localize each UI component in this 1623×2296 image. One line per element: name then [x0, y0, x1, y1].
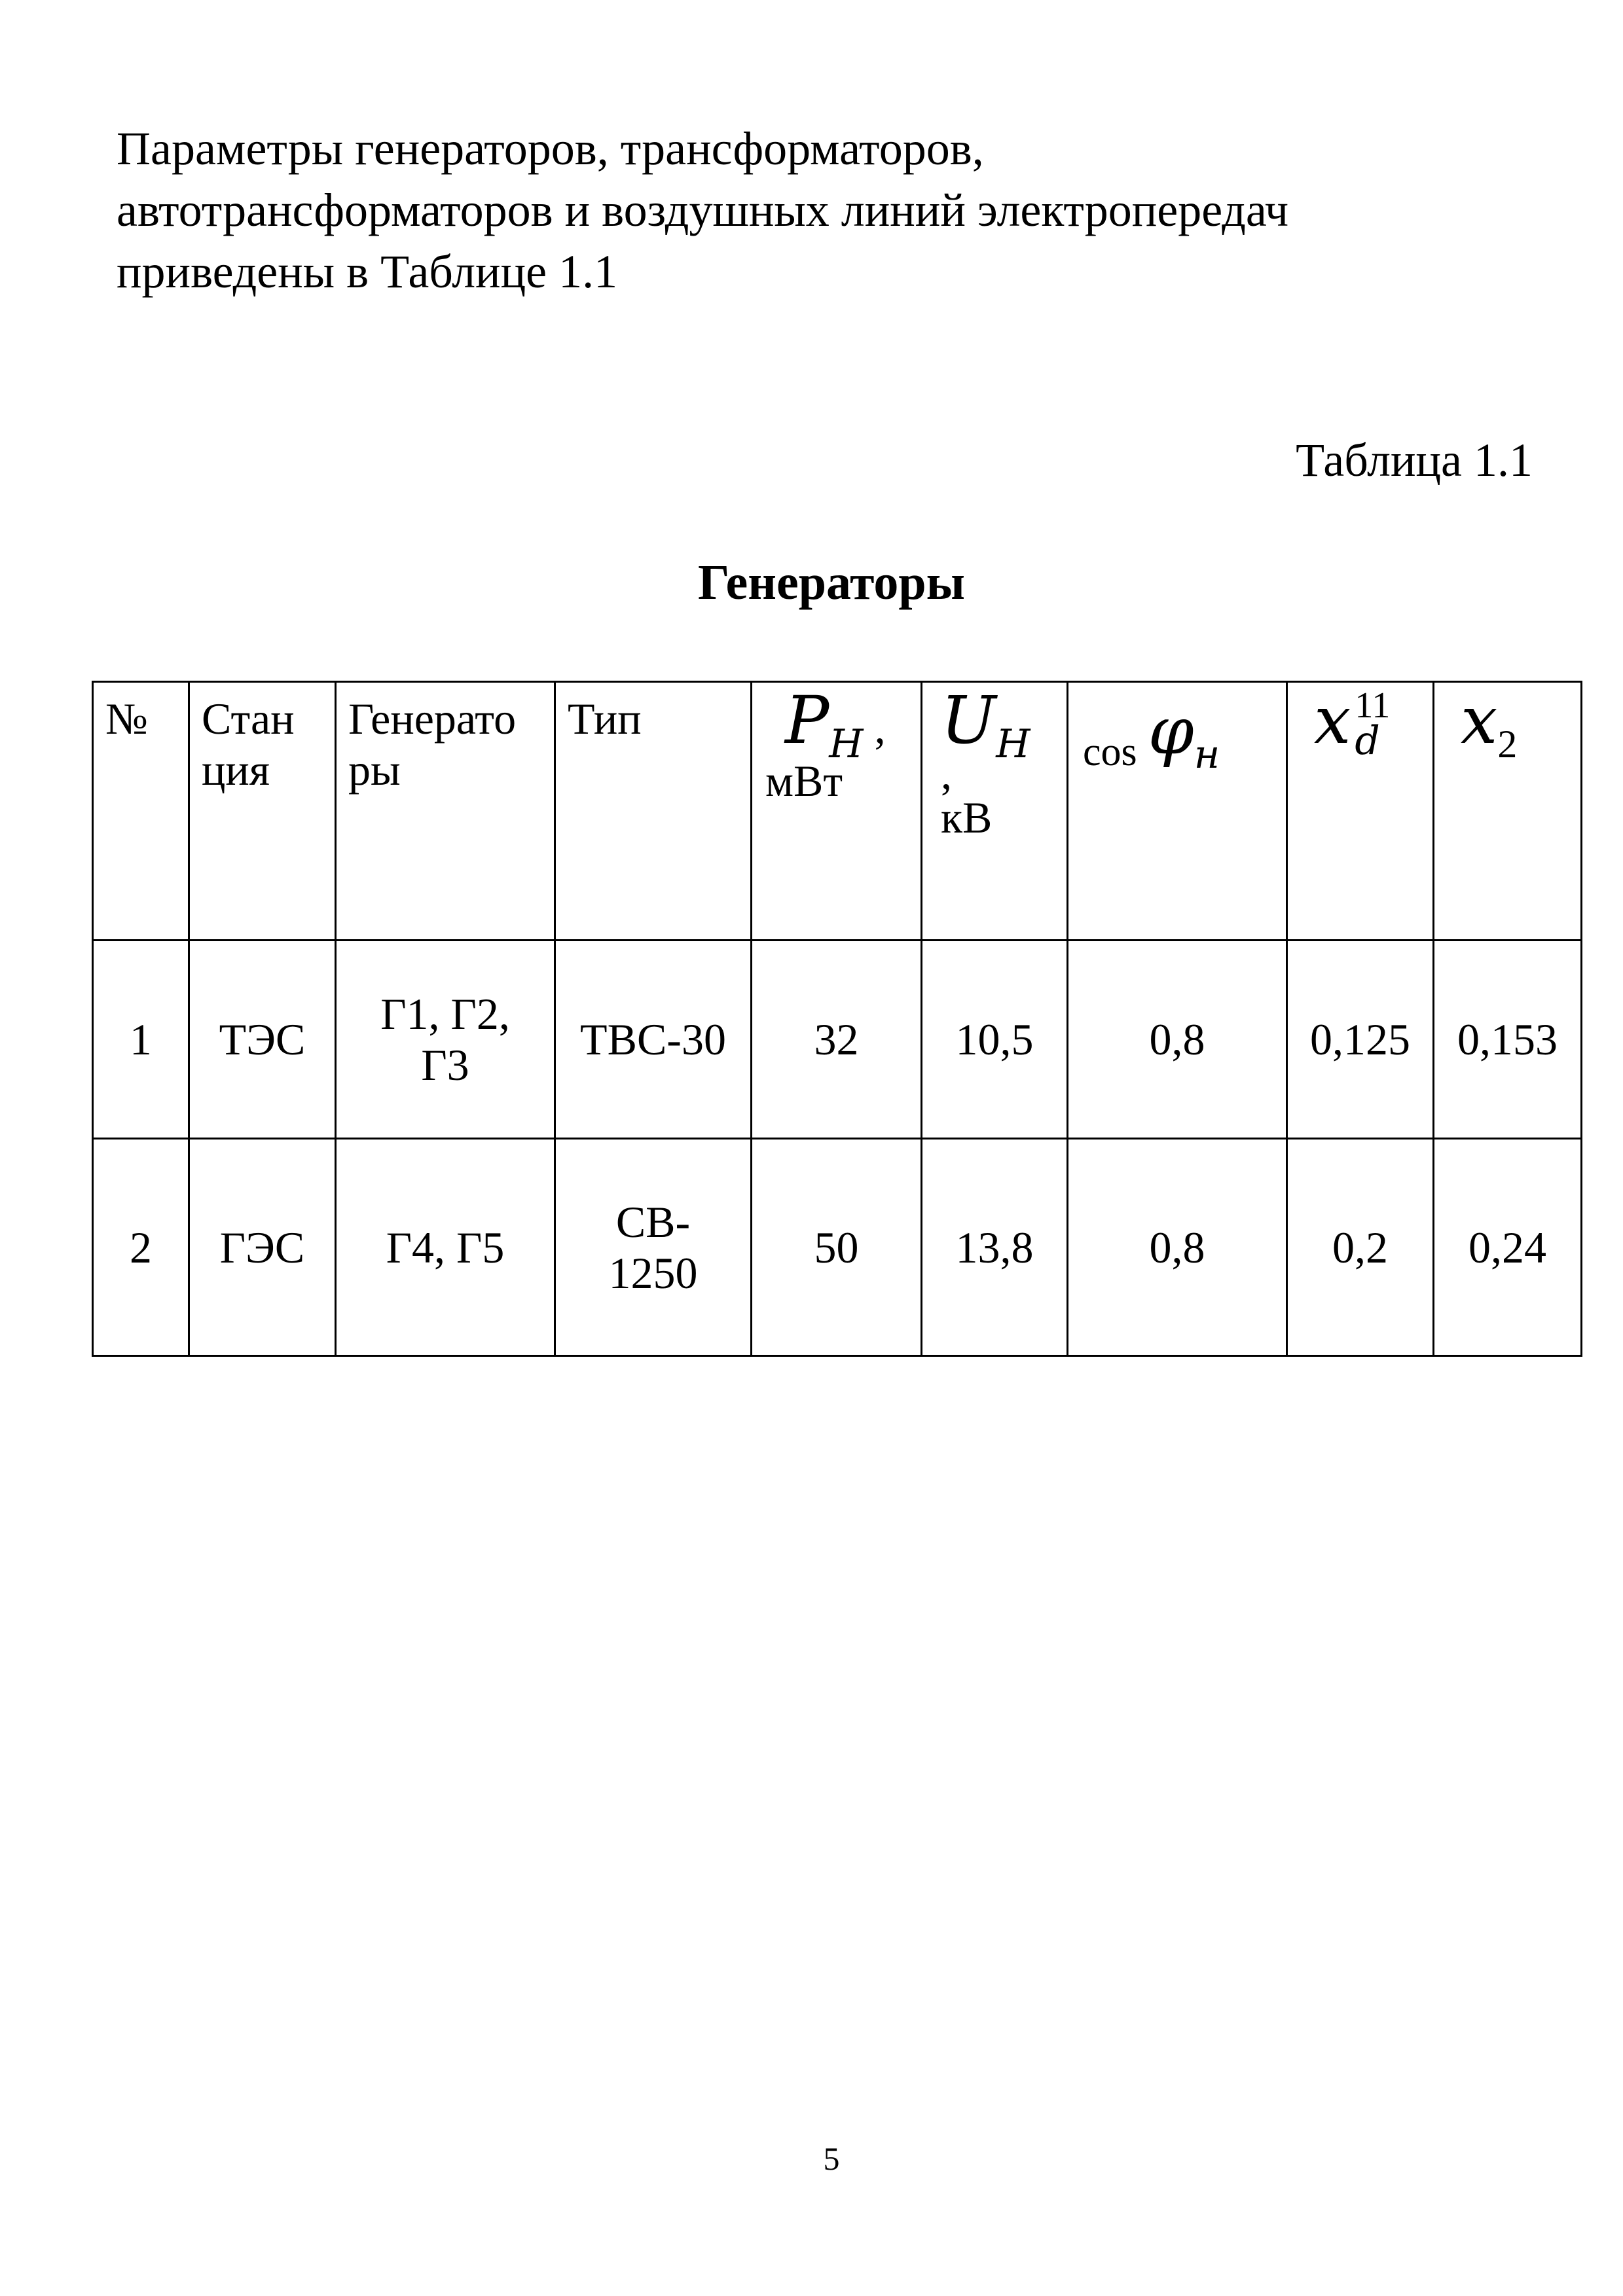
x2-symbol: x: [1461, 682, 1498, 759]
intro-line-1: Параметры генераторов, трансформаторов,: [117, 122, 984, 175]
cell-type: ТВС-30: [555, 941, 752, 1139]
u-subscript: Н: [996, 721, 1030, 767]
cos-label: cos: [1083, 730, 1137, 774]
header-type: Тип: [555, 682, 752, 941]
u-symbol: U: [941, 682, 996, 759]
table-caption: Таблица 1.1: [1296, 434, 1533, 486]
xd-symbol: x: [1314, 682, 1351, 759]
cell-power-factor: 0,8: [1068, 1139, 1287, 1356]
page-number: 5: [823, 2140, 840, 2177]
u-comma: ,: [941, 749, 952, 798]
u-unit: кВ: [941, 793, 993, 842]
intro-line-2: автотрансформаторов и воздушных линий электропередач: [117, 184, 1289, 236]
header-generators: Генерато ры: [336, 682, 555, 941]
table-header-row: [93, 682, 1582, 941]
cell-rated-power: 50: [752, 1139, 922, 1356]
header-rated-voltage: [922, 682, 1068, 941]
cell-number: 2: [93, 1139, 189, 1356]
table-row: [93, 1139, 1582, 1356]
cell-generators: Г1, Г2, Г3: [336, 941, 555, 1139]
cell-rated-voltage: 10,5: [922, 941, 1068, 1139]
p-comma: ,: [874, 703, 886, 753]
cell-station: ТЭС: [189, 941, 336, 1139]
phi-symbol: φ: [1148, 692, 1194, 769]
cell-subtransient-reactance: 0,2: [1287, 1139, 1434, 1356]
p-symbol: P: [785, 682, 830, 759]
header-station: Стан ция: [189, 682, 336, 941]
p-unit: мВт: [765, 756, 843, 806]
phi-subscript: н: [1194, 732, 1220, 778]
header-number: №: [93, 682, 189, 941]
cell-negative-sequence-reactance: 0,24: [1434, 1139, 1582, 1356]
p-subscript: Н: [829, 721, 864, 767]
intro-paragraph: [117, 118, 1524, 302]
cell-number: 1: [93, 941, 189, 1139]
header-subtransient-reactance: [1287, 682, 1434, 941]
intro-line-3: приведены в Таблице 1.1: [117, 245, 618, 298]
xd-subscript: d: [1355, 718, 1380, 764]
table-row: [93, 941, 1582, 1139]
cell-subtransient-reactance: 0,125: [1287, 941, 1434, 1139]
header-power-factor: [1068, 682, 1287, 941]
header-negative-sequence-reactance: [1434, 682, 1582, 941]
xd-superscript: 11: [1355, 685, 1391, 726]
cell-station: ГЭС: [189, 1139, 336, 1356]
cell-generators: Г4, Г5: [336, 1139, 555, 1356]
cell-rated-power: 32: [752, 941, 922, 1139]
table-title: Генераторы: [697, 555, 966, 610]
header-rated-power: [752, 682, 922, 941]
cell-type: СВ- 1250: [555, 1139, 752, 1356]
cell-power-factor: 0,8: [1068, 941, 1287, 1139]
cell-negative-sequence-reactance: 0,153: [1434, 941, 1582, 1139]
generators-table: [92, 681, 1582, 1357]
x2-subscript: 2: [1497, 723, 1518, 766]
cell-rated-voltage: 13,8: [922, 1139, 1068, 1356]
